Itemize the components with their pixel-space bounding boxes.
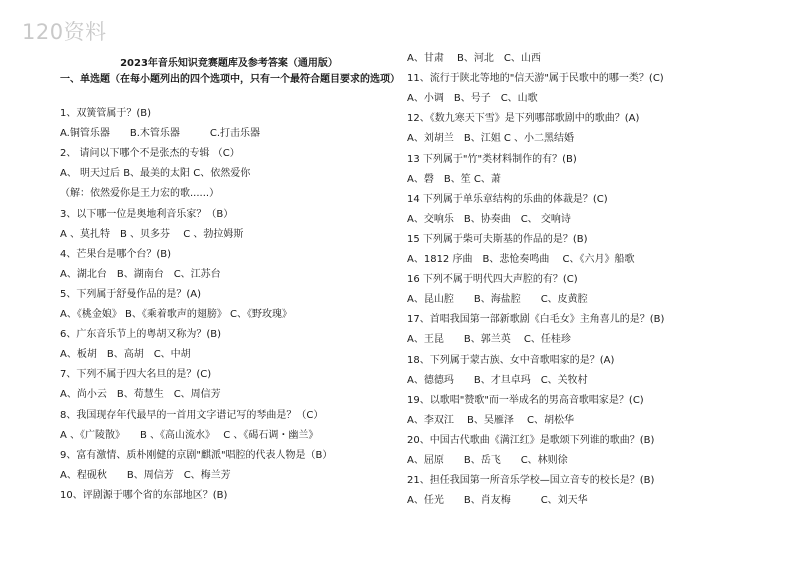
text-line: 14 下列属于单乐章结构的乐曲的体裁是？(C) <box>407 193 608 205</box>
watermark: 120资料 <box>22 20 107 44</box>
text-line: A、磬 B、笙 C、萧 <box>407 173 501 185</box>
text-line: A、 明天过后 B、最美的太阳 C、依然爱你 <box>60 168 251 180</box>
text-line: A、德德玛 B、才旦卓玛 C、关牧村 <box>407 374 588 386</box>
text-line: A、尚小云 B、荀慧生 C、周信芳 <box>60 389 221 401</box>
section-heading: 一、单选题（在每小题列出的四个选项中，只有一个最符合题目要求的选项） <box>60 74 400 85</box>
text-line: 20、中国古代歌曲《满江红》是歌颂下列谁的歌曲？(B) <box>407 434 655 446</box>
text-line: 3、以下哪一位是奥地利音乐家？（B） <box>60 208 234 220</box>
text-line: A、湖北台 B、湖南台 C、江苏台 <box>60 268 221 280</box>
text-line: 2、 请问以下哪个不是张杰的专辑 （C） <box>60 148 240 160</box>
text-line: A、屈原 B、岳飞 C、林则徐 <box>407 455 568 466</box>
text-line: 8、我国现存年代最早的一首用文字谱记写的琴曲是？（C） <box>60 409 324 421</box>
text-line: （解：依然爱你是王力宏的歌......） <box>60 188 220 200</box>
text-line: 15 下列属于柴可夫斯基的作品的是？(B) <box>407 233 588 245</box>
text-line: 21、担任我国第一所音乐学校—国立音专的校长是？(B) <box>407 475 655 487</box>
text-line: 6、广东音乐节上的粤胡又称为？(B) <box>60 329 222 341</box>
text-line: 10、评剧源于哪个省的东部地区？(B) <box>60 489 228 501</box>
text-line: A、《桃金娘》 B、《乘着歌声的翅膀》 C、《野玫瑰》 <box>60 309 293 320</box>
text-line: A、王昆 B、郭兰英 C、任桂珍 <box>407 334 571 346</box>
text-line: A 、莫扎特 B 、贝多芬 C 、勃拉姆斯 <box>60 228 244 240</box>
text-line: A、交响乐 B、协奏曲 C、 交响诗 <box>407 213 571 225</box>
text-line: A、1812 序曲 B、悲怆奏鸣曲 C、《六月》船歌 <box>407 254 635 265</box>
text-line: A 、《广陵散》 B 、《高山流水》 C 、《碣石调・幽兰》 <box>60 429 319 441</box>
text-line: 9、富有激情、质朴刚健的京剧"麒派"唱腔的代表人物是（B） <box>60 449 333 461</box>
text-line: A、李双江 B、吴雁泽 C、胡松华 <box>407 414 575 426</box>
text-line: 7、下列不属于四大名旦的是？(C) <box>60 369 212 381</box>
text-line: A、任光 B、肖友梅 C、刘天华 <box>407 495 588 507</box>
text-line: 5、下列属于舒曼作品的是？(A) <box>60 288 202 300</box>
text-line: A、甘肃 B、河北 C、山西 <box>407 53 541 64</box>
text-line: A.铜管乐器 B.木管乐器 C.打击乐器 <box>60 128 261 140</box>
text-line: 12、《数九寒天下雪》是下列哪部歌剧中的歌曲？(A) <box>407 113 640 125</box>
text-line: 16 下列不属于明代四大声腔的有？(C) <box>407 274 578 286</box>
text-line: 18、下列属于蒙古族、女中音歌唱家的是？(A) <box>407 354 615 366</box>
text-line: 4、芒果台是哪个台？(B) <box>60 248 172 260</box>
text-line: 13 下列属于"竹"类材料制作的有？(B) <box>407 153 577 165</box>
text-line: A、刘胡兰 B、江姐 C 、小二黑结婚 <box>407 133 575 145</box>
text-line: 1、双簧管属于？(B) <box>60 108 152 119</box>
text-line: 11、流行于陕北等地的"信天游"属于民歌中的哪一类？(C) <box>407 73 664 85</box>
text-line: A、昆山腔 B、海盐腔 C、皮黄腔 <box>407 294 588 306</box>
text-line: 19、以歌唱"赞歌"而一举成名的男高音歌唱家是？(C) <box>407 394 644 406</box>
text-line: A、程砚秋 B、周信芳 C、梅兰芳 <box>60 469 231 481</box>
text-line: A、板胡 B、高胡 C、中胡 <box>60 349 191 361</box>
document-title: 2023年音乐知识竞赛题库及参考答案（通用版） <box>120 58 338 69</box>
text-line: A、小调 B、号子 C、山歌 <box>407 93 538 105</box>
text-line: 17、首唱我国第一部新歌剧《白毛女》主角喜儿的是？(B) <box>407 314 665 326</box>
